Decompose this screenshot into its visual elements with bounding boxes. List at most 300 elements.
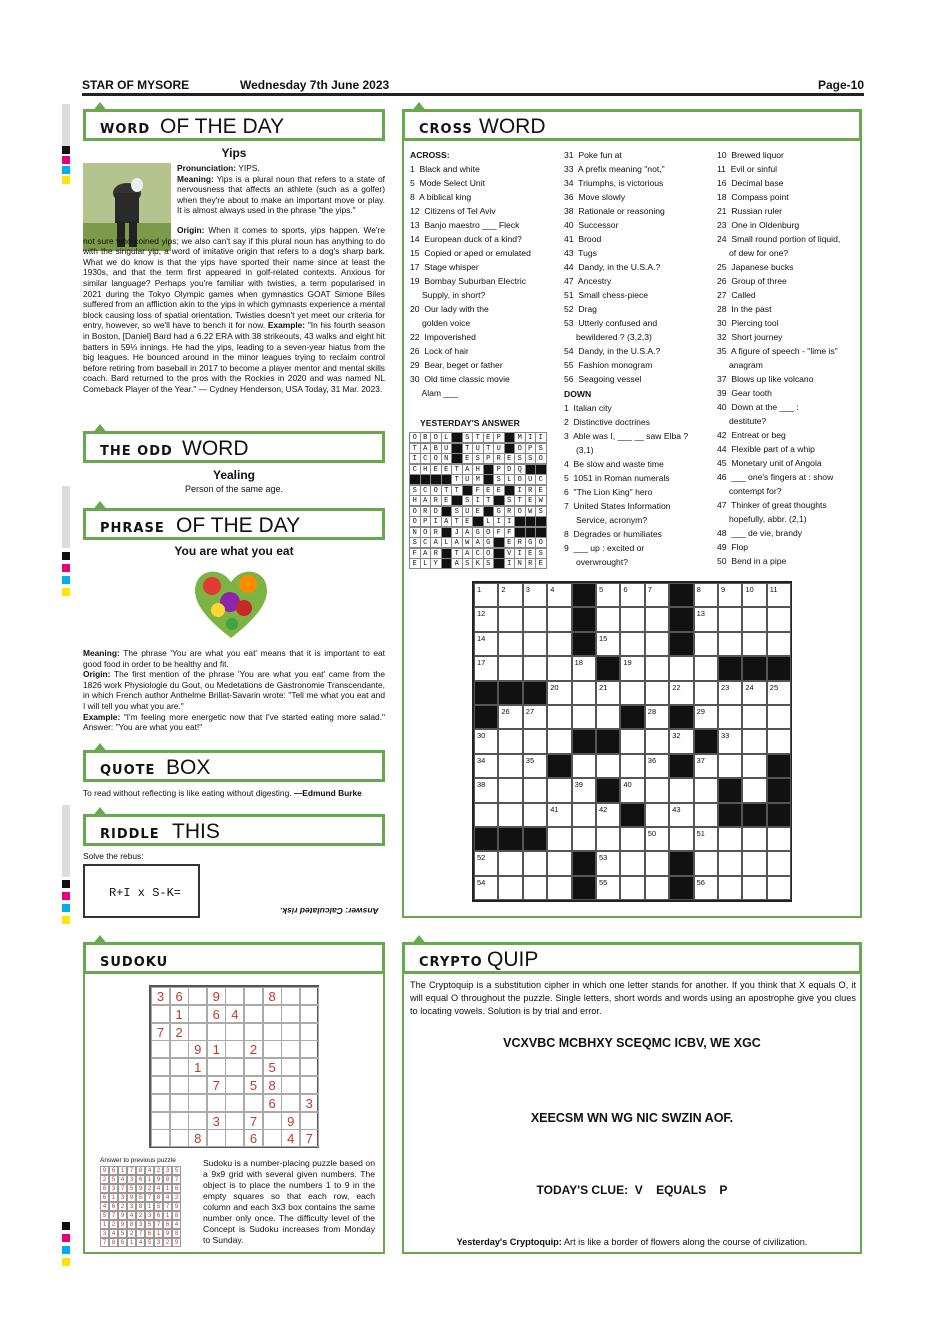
crossword-cell[interactable]: [694, 681, 718, 705]
crossword-cell[interactable]: 22: [669, 681, 693, 705]
crossword-cell[interactable]: [645, 729, 669, 753]
clue-item: 35 A figure of speech - "lime is": [717, 346, 838, 356]
example-text: "In his fourth season in Boston, [Daniel] Bard had a 6.22 ERA with 38 strikeouts, 43 walks and eight hit batters in 59⅓ innings. He had the yips, leading to a seven-year hiatus from the big leagues. He bounced around in the minor leagues trying to reclaim control before retiring from baseball in 2017 to become a player mentor and mental skills coach. Bard returned to the pros with the Rockies in 2020 and was named NL Comeback Player of the Year." — Cydney Henderson, USA Today, 31 Mar. 2023.: [83, 320, 385, 394]
crossword-cell[interactable]: [547, 827, 571, 851]
crossword-cell[interactable]: 20: [547, 681, 571, 705]
section-title: SUDOKU: [100, 955, 169, 970]
sudoku-cell[interactable]: [207, 1129, 226, 1147]
sudoku-cell[interactable]: [244, 987, 263, 1005]
mini-cell: T: [472, 432, 484, 443]
black-square: [474, 681, 498, 705]
sudoku-cell[interactable]: 8: [188, 1129, 207, 1147]
sudoku-cell[interactable]: 1: [207, 1040, 226, 1058]
crossword-cell[interactable]: 43: [669, 803, 693, 827]
crossword-cell[interactable]: 6: [620, 583, 644, 607]
crossword-cell[interactable]: [547, 632, 571, 656]
crossword-cell[interactable]: [523, 656, 547, 680]
clue-item: 16 Decimal base: [717, 178, 784, 188]
black-square: [669, 583, 693, 607]
sudoku-cell[interactable]: 9: [188, 1040, 207, 1058]
crossword-cell[interactable]: [547, 851, 571, 875]
clue-item: 6 "The Lion King" hero: [564, 487, 653, 497]
sudoku-cell[interactable]: [170, 1129, 189, 1147]
crossword-cell[interactable]: [498, 656, 522, 680]
crossword-cell[interactable]: 35: [523, 754, 547, 778]
sudoku-answer-cell: 7: [145, 1193, 154, 1202]
mini-cell: E: [483, 432, 495, 443]
sudoku-cell[interactable]: [151, 1112, 170, 1130]
black-square: [767, 656, 791, 680]
crossword-cell[interactable]: [620, 754, 644, 778]
mini-cell: S: [535, 506, 547, 517]
crossword-cell[interactable]: [645, 803, 669, 827]
sudoku-answer-cell: 4: [118, 1175, 127, 1184]
sudoku-cell[interactable]: 7: [151, 1023, 170, 1041]
sudoku-cell[interactable]: [225, 1112, 244, 1130]
black-square: [767, 778, 791, 802]
sudoku-answer-cell: 3: [145, 1211, 154, 1220]
crossword-cell[interactable]: [620, 827, 644, 851]
mini-cell: D: [430, 506, 442, 517]
sudoku-cell[interactable]: [263, 1112, 282, 1130]
crossword-cell[interactable]: [742, 876, 766, 900]
sudoku-cell[interactable]: [263, 1005, 282, 1023]
mini-cell: A: [462, 464, 474, 475]
crossword-cell[interactable]: [474, 803, 498, 827]
sudoku-cell[interactable]: 9: [281, 1112, 300, 1130]
crossword-cell[interactable]: [645, 607, 669, 631]
mini-cell: S: [409, 485, 421, 496]
crossword-cell[interactable]: [742, 851, 766, 875]
sudoku-cell[interactable]: 2: [244, 1040, 263, 1058]
sudoku-cell[interactable]: [170, 1112, 189, 1130]
crossword-cell[interactable]: 36: [645, 754, 669, 778]
mini-cell: U: [462, 474, 474, 485]
clue-item: 7 United States Information: [564, 501, 671, 511]
crossword-cell[interactable]: [547, 778, 571, 802]
crossword-cell[interactable]: [498, 851, 522, 875]
crossword-cell[interactable]: [620, 632, 644, 656]
crossword-cell[interactable]: [645, 656, 669, 680]
mini-cell: P: [525, 443, 537, 454]
mini-cell: T: [483, 495, 495, 506]
crossword-cell[interactable]: 11: [767, 583, 791, 607]
crossword-cell[interactable]: [572, 754, 596, 778]
sudoku-cell[interactable]: [225, 1058, 244, 1076]
crossword-cell[interactable]: 33: [718, 729, 742, 753]
black-square: [669, 876, 693, 900]
crossword-cell[interactable]: [767, 607, 791, 631]
crossword-cell[interactable]: [742, 754, 766, 778]
sudoku-answer-cell: 1: [145, 1175, 154, 1184]
sudoku-cell[interactable]: [188, 1005, 207, 1023]
crossword-cell[interactable]: [645, 681, 669, 705]
crossword-cell[interactable]: [547, 729, 571, 753]
clue-item: 40 Down at the ___ :: [717, 402, 799, 412]
crossword-cell[interactable]: 9: [718, 583, 742, 607]
crossword-cell[interactable]: [767, 705, 791, 729]
sudoku-cell[interactable]: [263, 1023, 282, 1041]
crossword-cell[interactable]: [767, 876, 791, 900]
crossword-cell[interactable]: [742, 778, 766, 802]
crossword-cell[interactable]: [669, 656, 693, 680]
sudoku-cell[interactable]: [188, 1076, 207, 1094]
crossword-cell[interactable]: [572, 827, 596, 851]
mini-cell: U: [472, 443, 484, 454]
sudoku-cell[interactable]: [151, 1129, 170, 1147]
mini-cell: R: [525, 485, 537, 496]
crossword-cell[interactable]: [742, 632, 766, 656]
meaning: The phrase 'You are what you eat' means that it is important to eat good food in order to be healthy and fit.: [83, 648, 385, 669]
sudoku-cell[interactable]: [207, 1094, 226, 1112]
crossword-cell[interactable]: 8: [694, 583, 718, 607]
crossword-cell[interactable]: [669, 778, 693, 802]
clue-item: 29 Bear, beget or father: [410, 360, 503, 370]
sudoku-cell[interactable]: [300, 1076, 319, 1094]
clue-item: 4 Be slow and waste time: [564, 459, 664, 469]
mini-cell: A: [451, 558, 463, 569]
crossword-cell[interactable]: [742, 607, 766, 631]
crossword-cell[interactable]: 5: [596, 583, 620, 607]
crossword-cell[interactable]: 51: [694, 827, 718, 851]
crossword-cell[interactable]: [620, 876, 644, 900]
mini-cell: A: [420, 495, 432, 506]
sudoku-cell[interactable]: [281, 1094, 300, 1112]
sudoku-answer-cell: 9: [136, 1184, 145, 1193]
crossword-cell[interactable]: [645, 876, 669, 900]
crossword-cell[interactable]: 14: [474, 632, 498, 656]
sudoku-cell[interactable]: 6: [207, 1005, 226, 1023]
sudoku-cell[interactable]: 1: [170, 1005, 189, 1023]
sudoku-cell[interactable]: 8: [263, 987, 282, 1005]
sudoku-cell[interactable]: 3: [151, 987, 170, 1005]
sudoku-answer-cell: 7: [163, 1202, 172, 1211]
mini-cell: L: [483, 516, 495, 527]
mini-cell: E: [441, 495, 453, 506]
crossword-cell[interactable]: [694, 803, 718, 827]
crossword-cell[interactable]: 38: [474, 778, 498, 802]
crossword-cell[interactable]: 54: [474, 876, 498, 900]
sudoku-cell[interactable]: [263, 1129, 282, 1147]
crossword-cell[interactable]: [694, 851, 718, 875]
crossword-cell[interactable]: 28: [645, 705, 669, 729]
mini-cell: C: [409, 464, 421, 475]
sudoku-cell[interactable]: [244, 1058, 263, 1076]
crossword-cell[interactable]: [572, 803, 596, 827]
mini-cell: L: [441, 537, 453, 548]
clue-item: 20 Our lady with the: [410, 304, 489, 314]
crossword-cell[interactable]: [523, 851, 547, 875]
crossword-cell[interactable]: [767, 632, 791, 656]
crossword-cell[interactable]: 12: [474, 607, 498, 631]
sudoku-cell[interactable]: [281, 1005, 300, 1023]
sudoku-cell[interactable]: [244, 1023, 263, 1041]
sudoku-answer-cell: 6: [109, 1202, 118, 1211]
reg-mark: [62, 1258, 70, 1266]
sudoku-cell[interactable]: [281, 1058, 300, 1076]
crossword-cell[interactable]: [669, 827, 693, 851]
crossword-cell[interactable]: [742, 827, 766, 851]
crossword-cell[interactable]: [620, 607, 644, 631]
crossword-cell[interactable]: [523, 632, 547, 656]
clue-item: 53 Utterly confused and: [564, 318, 658, 328]
crossword-cell[interactable]: [718, 851, 742, 875]
issue-date: Wednesday 7th June 2023: [240, 78, 390, 92]
sudoku-cell[interactable]: [263, 1040, 282, 1058]
sudoku-answer-cell: 1: [118, 1166, 127, 1175]
sudoku-cell[interactable]: [225, 1076, 244, 1094]
sudoku-cell[interactable]: [300, 1112, 319, 1130]
clue-item: 31 Poke fun at: [564, 150, 622, 160]
mini-cell: O: [409, 432, 421, 443]
sudoku-grid[interactable]: [149, 985, 319, 1148]
crossword-cell[interactable]: 3: [523, 583, 547, 607]
crossword-cell[interactable]: [767, 729, 791, 753]
sudoku-cell[interactable]: 6: [170, 987, 189, 1005]
black-square: [547, 754, 571, 778]
sudoku-cell[interactable]: [170, 1076, 189, 1094]
crossword-cell[interactable]: [620, 681, 644, 705]
crossword-cell[interactable]: [547, 705, 571, 729]
crossword-cell[interactable]: [498, 632, 522, 656]
crossword-cell[interactable]: [498, 876, 522, 900]
crossword-cell[interactable]: 19: [620, 656, 644, 680]
crossword-cell[interactable]: [498, 607, 522, 631]
crossword-cell[interactable]: 42: [596, 803, 620, 827]
mini-cell: P: [420, 516, 432, 527]
fruit-heart-image: [190, 562, 272, 642]
clue-item: 40 Successor: [564, 220, 619, 230]
mini-cell: O: [430, 432, 442, 443]
crossword-cell[interactable]: [498, 729, 522, 753]
sudoku-cell[interactable]: [300, 1005, 319, 1023]
sudoku-cell[interactable]: [188, 1112, 207, 1130]
crossword-cell[interactable]: [523, 729, 547, 753]
crossword-cell[interactable]: [645, 632, 669, 656]
sudoku-cell[interactable]: [300, 1058, 319, 1076]
mini-cell: S: [493, 474, 505, 485]
mini-cell: R: [430, 548, 442, 559]
crossword-cell[interactable]: [523, 803, 547, 827]
crossword-cell[interactable]: [498, 803, 522, 827]
clue-item: 3 Able was I, ___ __ saw Elba ?: [564, 431, 689, 441]
sudoku-cell[interactable]: [281, 987, 300, 1005]
sudoku-cell[interactable]: 7: [207, 1076, 226, 1094]
sudoku-cell[interactable]: [244, 1005, 263, 1023]
crossword-cell[interactable]: [718, 632, 742, 656]
crossword-cell[interactable]: 41: [547, 803, 571, 827]
sudoku-cell[interactable]: [207, 1023, 226, 1041]
crossword-cell[interactable]: 30: [474, 729, 498, 753]
clue-item: 17 Stage whisper: [410, 262, 479, 272]
reg-mark: [62, 564, 70, 572]
crossword-cell[interactable]: [523, 876, 547, 900]
crossword-cell[interactable]: [718, 827, 742, 851]
sudoku-cell[interactable]: [151, 1058, 170, 1076]
crossword-cell[interactable]: [547, 656, 571, 680]
crossword-cell[interactable]: [523, 778, 547, 802]
sudoku-cell[interactable]: [188, 1094, 207, 1112]
sudoku-cell[interactable]: [300, 987, 319, 1005]
sudoku-cell[interactable]: [281, 1040, 300, 1058]
sudoku-cell[interactable]: [170, 1094, 189, 1112]
mini-cell: T: [451, 516, 463, 527]
crossword-cell[interactable]: [767, 827, 791, 851]
crossword-cell[interactable]: [718, 876, 742, 900]
sudoku-answer-cell: 2: [136, 1211, 145, 1220]
crossword-cell[interactable]: [596, 754, 620, 778]
crossword-cell[interactable]: [596, 607, 620, 631]
clue-item: 19 Bombay Suburban Electric: [410, 276, 527, 286]
crossword-cell[interactable]: [596, 827, 620, 851]
clue-item: 54 Dandy, in the U.S.A.?: [564, 346, 661, 356]
crossword-cell[interactable]: 23: [718, 681, 742, 705]
sudoku-cell[interactable]: 9: [207, 987, 226, 1005]
word-def-block: Pronunciation: YIPS. Meaning: Yips is a plural noun that refers to a state of nervousness that affects an athlete (such as a golfer) when they're about to make an important move or play. It is almost always used in the phrase "the yips.": [177, 163, 385, 216]
crossword-cell[interactable]: 24: [742, 681, 766, 705]
sudoku-cell[interactable]: 6: [244, 1129, 263, 1147]
sudoku-answer-cell: 8: [136, 1166, 145, 1175]
crossword-cell[interactable]: [523, 607, 547, 631]
crossword-cell[interactable]: 21: [596, 681, 620, 705]
sudoku-cell[interactable]: [225, 1094, 244, 1112]
crossword-cell[interactable]: [742, 729, 766, 753]
sudoku-cell[interactable]: 3: [300, 1094, 319, 1112]
crossword-cell[interactable]: 2: [498, 583, 522, 607]
crossword-cell[interactable]: 32: [669, 729, 693, 753]
clue-item: 1 Black and white: [410, 164, 480, 174]
mini-cell: E: [441, 464, 453, 475]
crossword-cell[interactable]: [767, 851, 791, 875]
sudoku-cell[interactable]: [281, 1076, 300, 1094]
crossword-cell[interactable]: [718, 705, 742, 729]
crossword-cell[interactable]: 56: [694, 876, 718, 900]
crossword-cell[interactable]: [645, 851, 669, 875]
sudoku-cell[interactable]: [151, 1005, 170, 1023]
clue-item: 47 Ancestry: [564, 276, 612, 286]
crossword-cell[interactable]: [694, 656, 718, 680]
sudoku-cell[interactable]: [225, 1129, 244, 1147]
sudoku-cell[interactable]: 1: [188, 1058, 207, 1076]
crossword-cell[interactable]: 37: [694, 754, 718, 778]
sudoku-cell[interactable]: 4: [281, 1129, 300, 1147]
crossword-cell[interactable]: 55: [596, 876, 620, 900]
quote-text: To read without reflecting is like eating without digesting. —Edmund Burke: [83, 788, 362, 798]
crossword-cell[interactable]: [498, 754, 522, 778]
sudoku-answer-cell: 7: [172, 1175, 181, 1184]
black-square: [742, 803, 766, 827]
sudoku-cell[interactable]: [244, 1094, 263, 1112]
crossword-cell[interactable]: 50: [645, 827, 669, 851]
sudoku-cell[interactable]: [225, 1023, 244, 1041]
mini-cell: L: [420, 558, 432, 569]
sudoku-cell[interactable]: [188, 987, 207, 1005]
crossword-cell[interactable]: [694, 778, 718, 802]
crossword-cell[interactable]: [572, 705, 596, 729]
crossword-cell[interactable]: [572, 681, 596, 705]
crossword-cell[interactable]: 27: [523, 705, 547, 729]
mini-cell: M: [472, 474, 484, 485]
sudoku-cell[interactable]: [188, 1023, 207, 1041]
crossword-cell[interactable]: [620, 729, 644, 753]
todays-clue: TODAY'S CLUE: V EQUALS P: [536, 1183, 728, 1197]
crossword-cell[interactable]: 52: [474, 851, 498, 875]
sudoku-answer-cell: 8: [100, 1184, 109, 1193]
crossword-cell[interactable]: 18: [572, 656, 596, 680]
sudoku-cell[interactable]: [170, 1040, 189, 1058]
crossword-cell[interactable]: [620, 851, 644, 875]
crossword-cell[interactable]: [742, 705, 766, 729]
sudoku-cell[interactable]: [151, 1076, 170, 1094]
sudoku-cell[interactable]: 4: [225, 1005, 244, 1023]
crossword-cell[interactable]: [547, 607, 571, 631]
crossword-cell[interactable]: [547, 876, 571, 900]
sudoku-cell[interactable]: 8: [263, 1076, 282, 1094]
sudoku-cell[interactable]: [281, 1023, 300, 1041]
sudoku-cell[interactable]: 5: [244, 1076, 263, 1094]
crossword-cell[interactable]: [498, 778, 522, 802]
mini-cell: O: [420, 527, 432, 538]
crossword-cell[interactable]: 53: [596, 851, 620, 875]
sudoku-cell[interactable]: 5: [263, 1058, 282, 1076]
crossword-cell[interactable]: 40: [620, 778, 644, 802]
sudoku-cell[interactable]: [151, 1094, 170, 1112]
crossword-cell[interactable]: [718, 754, 742, 778]
crossword-cell[interactable]: 34: [474, 754, 498, 778]
sudoku-cell[interactable]: [300, 1023, 319, 1041]
sudoku-cell[interactable]: 2: [170, 1023, 189, 1041]
mini-cell: S: [525, 453, 537, 464]
crossword-cell[interactable]: 25: [767, 681, 791, 705]
sudoku-answer-cell: 2: [109, 1220, 118, 1229]
black-square: [523, 681, 547, 705]
clue-item: 8 Degrades or humiliates: [564, 529, 662, 539]
crossword-cell[interactable]: 29: [694, 705, 718, 729]
crossword-cell[interactable]: [694, 632, 718, 656]
clue-item: 10 Brewed liquor: [717, 150, 784, 160]
sudoku-cell[interactable]: [300, 1040, 319, 1058]
sudoku-cell[interactable]: [207, 1058, 226, 1076]
sudoku-answer-cell: 1: [109, 1193, 118, 1202]
crossword-cell[interactable]: 7: [645, 583, 669, 607]
crossword-cell[interactable]: 26: [498, 705, 522, 729]
crossword-cell[interactable]: 15: [596, 632, 620, 656]
sudoku-cell[interactable]: 3: [207, 1112, 226, 1130]
crossword-header: [402, 109, 862, 141]
crossword-cell[interactable]: [596, 705, 620, 729]
sudoku-cell[interactable]: 7: [300, 1129, 319, 1147]
yesterday-label: YESTERDAY'S ANSWER: [420, 418, 520, 428]
clue-item: overwrought?: [564, 557, 629, 567]
crossword-cell[interactable]: [645, 778, 669, 802]
crossword-cell[interactable]: 17: [474, 656, 498, 680]
sudoku-cell[interactable]: 6: [263, 1094, 282, 1112]
crossword-cell[interactable]: 39: [572, 778, 596, 802]
clue-item: 44 Flexible part of a whip: [717, 444, 815, 454]
sudoku-cell[interactable]: [225, 987, 244, 1005]
crossword-grid[interactable]: [472, 581, 792, 902]
crossword-cell[interactable]: 10: [742, 583, 766, 607]
crossword-cell[interactable]: 13: [694, 607, 718, 631]
crossword-cell[interactable]: 1: [474, 583, 498, 607]
sudoku-cell[interactable]: [170, 1058, 189, 1076]
crossword-cell[interactable]: [718, 607, 742, 631]
sudoku-cell[interactable]: [225, 1040, 244, 1058]
sudoku-cell[interactable]: [151, 1040, 170, 1058]
sudoku-answer-cell: 1: [127, 1238, 136, 1247]
crossword-cell[interactable]: 4: [547, 583, 571, 607]
sudoku-cell[interactable]: 7: [244, 1112, 263, 1130]
